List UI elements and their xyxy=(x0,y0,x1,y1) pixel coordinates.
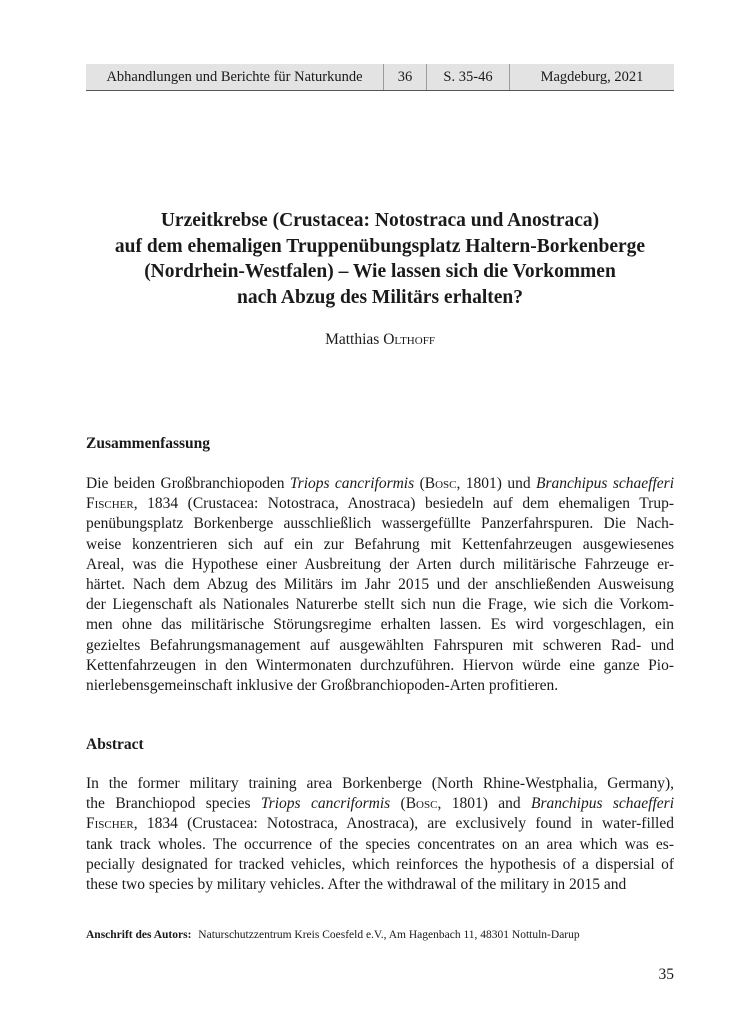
title-line: nach Abzug des Militärs erhalten? xyxy=(237,286,523,308)
footnote-text: Naturschutzzentrum Kreis Coesfeld e.V., Am Hagenbach 11, 48301 Nottuln-Darup xyxy=(198,929,580,941)
text-line: nierlebensgemeinschaft inklusive der Großbranchiopoden-Arten profitieren. xyxy=(86,676,559,694)
footnote-label: Anschrift des Autors: xyxy=(86,929,192,941)
author-first-name: Matthias xyxy=(325,331,380,348)
journal-name: Abhandlungen und Berichte für Naturkunde xyxy=(86,64,384,90)
text-line: these two species by military vehicles. After the withdrawal of the military in 2015 and xyxy=(86,875,627,893)
title-line: Urzeitkrebse (Crustacea: Notostraca und Anostraca) xyxy=(160,210,600,231)
author xyxy=(86,331,674,349)
page-number: 35 xyxy=(658,966,674,983)
text-line: In the former military training area Borkenberge (North Rhine-Westphalia, Germany), xyxy=(86,775,674,792)
text-line: Fischer, 1834 (Crustacea: Notostraca, Anostraca) besiedeln auf dem ehemaligen Trup- xyxy=(86,495,674,513)
author-last-name: Olthoff xyxy=(383,331,435,348)
text-line: weise konzentrieren sich auf ein zur Befahrung mit Kettenfahrzeugen ausgewiesenes xyxy=(86,535,674,553)
title-line: (Nordrhein-Westfalen) – Wie lassen sich die Vorkommen xyxy=(144,261,616,282)
author-citation: Bosc xyxy=(424,475,457,492)
text-line: men ohne das militärische Störungsregime erhalten lassen. Es wird vorgeschlagen, ein xyxy=(86,616,674,634)
journal-header xyxy=(86,64,674,91)
place-year: Magdeburg, 2021 xyxy=(540,69,644,85)
abstract-paragraph xyxy=(86,774,674,895)
text-line: härtet. Nach dem Abzug des Militärs im Jahr 2015 und der anschließenden Ausweisung xyxy=(86,575,674,593)
author-citation: Fischer xyxy=(86,815,134,833)
text-line: the Branchiopod species Triops cancriformis (Bosc, 1801) and Branchipus schaefferi xyxy=(86,795,675,813)
author-address-footnote xyxy=(86,929,580,941)
text-line: der Liegenschaft als Nationales Naturerbe stellt sich nun die Frage, wie sich die Vorkom- xyxy=(86,596,674,614)
text-line: Areal, was die Hypothese einer Ausbreitung der Arten durch militärische Fahrzeuge er- xyxy=(86,555,674,573)
title-line: auf dem ehemaligen Truppenübungsplatz Haltern-Borkenberge xyxy=(114,235,646,257)
volume-number: 36 xyxy=(384,64,427,90)
text-line: tank track wholes. The occurrence of the species concentrates on an area which was es- xyxy=(86,835,674,853)
text-line: gezieltes Befahrungsmanagement auf ausgewählten Fahrspuren mit schweren Rad- und xyxy=(86,636,674,654)
text-line: Die beiden Großbranchiopoden Triops cancriformis (Bosc, 1801) und Branchipus schaefferi xyxy=(86,475,674,492)
species-name: Branchipus schaefferi xyxy=(531,795,675,813)
text-line: Kettenfahrzeugen in den Wintermonaten durchzuführen. Hiervon würde eine ganze Pio- xyxy=(86,656,674,674)
zusammenfassung-heading: Zusammenfassung xyxy=(86,435,211,452)
page-range: S. 35-46 xyxy=(427,64,510,90)
species-name: Triops cancriformis xyxy=(260,795,391,813)
abstract-heading: Abstract xyxy=(86,736,144,753)
text-line: pecially designated for tracked vehicles, which reinforces the hypothesis of a dispersial of xyxy=(86,855,674,873)
species-name: Branchipus schaefferi xyxy=(536,475,674,492)
article-title xyxy=(86,208,674,310)
text-line: Fischer, 1834 (Crustacea: Notostraca, Anostraca), are exclusively found in water-filled xyxy=(86,815,674,833)
author-citation: Bosc xyxy=(405,795,438,813)
species-name: Triops cancriformis xyxy=(289,475,415,492)
text-line: penübungsplatz Borkenberge ausschließlich wassergefüllte Panzerfahrspuren. Die Nach- xyxy=(86,515,674,533)
author-citation: Fischer xyxy=(86,495,134,513)
zusammenfassung-paragraph xyxy=(86,474,674,696)
